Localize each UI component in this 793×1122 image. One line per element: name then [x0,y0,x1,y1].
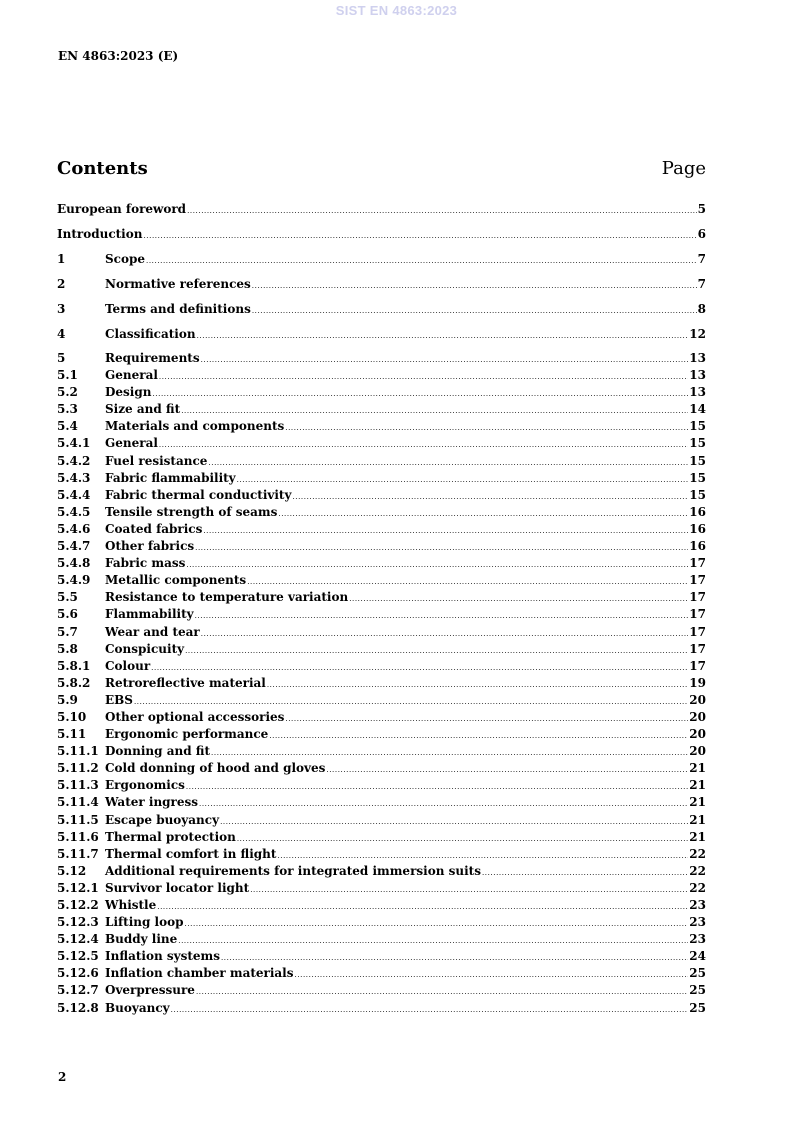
toc-entry-title: Scope [105,252,146,266]
toc-entry[interactable] [57,504,706,521]
toc-leader-dots [143,227,696,245]
toc-entry-number: 5.11.7 [57,846,99,861]
toc-entry[interactable] [57,225,706,250]
toc-entry[interactable] [57,777,706,794]
toc-entry-number: 5.10 [57,709,87,724]
toc-entry-page: 8 [697,302,706,316]
toc-entry[interactable] [57,982,706,999]
toc-entry-title: Water ingress [105,795,199,810]
page-number: 2 [58,1070,67,1084]
toc-entry[interactable] [57,863,706,880]
toc-entry-page: 21 [689,778,706,793]
toc-entry-number: 5.8.1 [57,658,91,673]
toc-entry-page: 24 [689,949,706,964]
toc-entry-page: 22 [689,846,706,861]
toc-entry-title: Colour [105,658,151,673]
toc-entry-page: 17 [689,658,706,673]
toc-leader-dots [201,352,689,369]
toc-entry[interactable] [57,521,706,538]
toc-entry[interactable] [57,384,706,401]
toc-entry-title: Additional requirements for integrated immersion suits [105,863,481,878]
toc-entry-title: Fuel resistance [105,453,208,468]
toc-entry-number: 5.7 [57,624,78,639]
toc-entry[interactable] [57,606,706,623]
toc-entry[interactable] [57,418,706,435]
toc-leader-dots [171,1002,689,1019]
toc-leader-dots [203,523,688,540]
toc-entry-number: 5.4.6 [57,521,91,536]
toc-entry-page: 16 [689,504,706,519]
toc-leader-dots [349,591,688,608]
toc-entry-number: 5.4.2 [57,453,91,468]
toc-entry[interactable] [57,692,706,709]
toc-leader-dots [146,252,697,270]
toc-entry-page: 20 [689,709,706,724]
toc-entry-title: Design [105,385,152,400]
toc-entry-title: Tensile strength of seams [105,504,278,519]
toc-entry[interactable] [57,275,706,300]
page-column-label: Page [661,158,706,179]
toc-entry-page: 15 [689,487,706,502]
toc-entry-title: General [105,436,158,451]
toc-entry-number: 5.1 [57,368,78,383]
toc-entry-page: 23 [689,932,706,947]
toc-entry-title: Other fabrics [105,539,195,554]
toc-entry-number: 5.12.6 [57,966,99,981]
toc-leader-dots [295,967,689,984]
toc-entry-title: Resistance to temperature variation [105,590,349,605]
toc-leader-dots [237,472,689,489]
toc-entry-number: 5.12.2 [57,898,99,912]
toc-entry-page: 23 [689,915,706,930]
toc-entry-number: 5.11.6 [57,829,99,844]
toc-entry-title: Introduction [57,227,143,241]
toc-leader-dots [152,386,688,403]
toc-entry-title: European foreword [57,202,187,216]
toc-entry-number: 5.11.5 [57,812,99,827]
toc-entry-number: 5.4.7 [57,539,91,554]
contents-title: Contents [57,158,148,179]
toc-entry-title: Ergonomic performance [105,727,269,742]
toc-entry-number: 2 [57,277,66,291]
toc-entry-page: 25 [689,1000,706,1015]
toc-entry-number: 4 [57,327,66,341]
toc-entry-page: 13 [689,368,706,383]
toc-entry-page: 6 [697,227,706,241]
toc-entry[interactable] [57,572,706,589]
toc-leader-dots [186,779,688,796]
toc-entry[interactable] [57,300,706,325]
toc-entry-title: Retroreflective material [105,675,266,690]
toc-entry-page: 17 [689,556,706,571]
toc-entry-number: 5.4.3 [57,470,91,485]
table-of-contents [57,200,706,1017]
toc-entry-page: 13 [689,351,706,365]
toc-entry-page: 16 [689,539,706,554]
toc-entry-number: 5.8.2 [57,675,91,690]
toc-entry-page: 22 [689,880,706,895]
toc-leader-dots [178,933,688,950]
toc-entry[interactable] [57,794,706,811]
toc-leader-dots [278,506,688,523]
toc-entry-title: General [105,368,158,383]
toc-entry-title: Escape buoyancy [105,812,220,827]
toc-entry-page: 23 [689,898,706,912]
toc-entry[interactable] [57,624,706,641]
toc-entry-number: 5.9 [57,692,78,707]
toc-entry-page: 17 [689,641,706,656]
toc-entry-page: 15 [689,419,706,434]
toc-leader-dots [201,626,689,643]
toc-entry[interactable] [57,675,706,692]
toc-entry-page: 21 [689,761,706,776]
toc-entry-title: EBS [105,692,133,707]
toc-entry-number: 5.6 [57,607,78,622]
toc-entry[interactable] [57,880,706,897]
toc-entry-title: Normative references [105,277,251,291]
toc-entry[interactable] [57,401,706,418]
toc-entry-number: 5.12.5 [57,949,99,964]
toc-entry-page: 7 [697,252,706,266]
toc-entry-number: 5.12.8 [57,1000,99,1015]
toc-entry[interactable] [57,914,706,931]
toc-entry-number: 5.12.4 [57,932,99,947]
toc-entry-title: Inflation systems [105,949,220,964]
toc-entry-page: 14 [689,402,706,417]
toc-entry[interactable] [57,658,706,675]
toc-entry-number: 5.12 [57,863,87,878]
toc-entry-title: Fabric flammability [105,470,236,485]
toc-leader-dots [208,455,688,472]
toc-entry-title: Thermal comfort in flight [105,846,277,861]
toc-entry-number: 5.11 [57,727,87,742]
toc-entry[interactable] [57,965,706,982]
toc-entry-title: Classification [105,327,196,341]
toc-entry-page: 21 [689,795,706,810]
toc-entry[interactable] [57,555,706,572]
toc-entry-number: 5.11.4 [57,795,99,810]
toc-entry-title: Requirements [105,351,200,365]
toc-leader-dots [285,420,688,437]
toc-entry[interactable] [57,325,706,350]
toc-leader-dots [292,489,688,506]
contents-header [57,158,706,179]
toc-leader-dots [159,437,688,454]
toc-entry-page: 20 [689,744,706,759]
toc-entry-title: Buoyancy [105,1000,170,1015]
toc-leader-dots [482,865,688,882]
toc-entry-page: 20 [689,727,706,742]
toc-entry-page: 19 [689,675,706,690]
toc-leader-dots [237,831,688,848]
toc-entry[interactable] [57,760,706,777]
toc-entry-title: Fabric thermal conductivity [105,487,292,502]
toc-entry[interactable] [57,709,706,726]
toc-leader-dots [326,762,688,779]
toc-leader-dots [285,711,688,728]
toc-entry[interactable] [57,470,706,487]
toc-entry-number: 5.12.1 [57,880,99,895]
toc-entry-number: 5.4.9 [57,573,91,588]
toc-entry-page: 16 [689,521,706,536]
toc-entry-title: Overpressure [105,983,195,998]
toc-entry-number: 5.5 [57,590,78,605]
toc-entry-number: 5.4.4 [57,487,91,502]
toc-entry-page: 21 [689,829,706,844]
toc-leader-dots [185,916,689,933]
toc-entry[interactable] [57,743,706,760]
toc-entry-page: 17 [689,607,706,622]
toc-entry[interactable] [57,589,706,606]
toc-entry-page: 17 [689,624,706,639]
toc-entry-title: Donning and fit [105,744,211,759]
toc-leader-dots [157,899,688,916]
toc-entry-title: Cold donning of hood and gloves [105,761,326,776]
toc-entry-page: 22 [689,863,706,878]
toc-leader-dots [199,796,688,813]
toc-entry-title: Buddy line [105,932,178,947]
toc-entry-number: 5.4.5 [57,504,91,519]
toc-entry-page: 15 [689,470,706,485]
toc-entry-number: 5.4.8 [57,556,91,571]
toc-entry-number: 5.12.7 [57,983,99,998]
toc-entry-number: 5.11.3 [57,778,99,793]
toc-entry[interactable] [57,200,706,225]
toc-entry[interactable] [57,829,706,846]
toc-entry-title: Fabric mass [105,556,186,571]
toc-entry-title: Lifting loop [105,915,184,930]
toc-entry-page: 7 [697,277,706,291]
toc-entry-title: Ergonomics [105,778,185,793]
toc-entry-number: 5 [57,351,66,365]
toc-leader-dots [269,728,688,745]
toc-entry[interactable] [57,846,706,863]
toc-entry[interactable] [57,367,706,384]
toc-entry-title: Metallic components [105,573,247,588]
toc-entry-page: 17 [689,573,706,588]
toc-entry-number: 5.4.1 [57,436,91,451]
toc-entry[interactable] [57,812,706,829]
toc-entry-page: 15 [689,453,706,468]
toc-entry-number: 5.12.3 [57,915,99,930]
toc-leader-dots [267,677,688,694]
toc-entry-title: Thermal protection [105,829,236,844]
toc-entry-title: Terms and definitions [105,302,251,316]
toc-leader-dots [252,302,697,320]
watermark: SIST EN 4863:2023 [335,3,458,18]
toc-entry-title: Whistle [105,898,157,912]
toc-entry[interactable] [57,931,706,948]
toc-entry-title: Other optional accessories [105,709,285,724]
toc-entry-title: Coated fabrics [105,521,203,536]
toc-entry[interactable] [57,1000,706,1017]
toc-entry[interactable] [57,538,706,555]
toc-entry[interactable] [57,350,706,367]
toc-entry[interactable] [57,948,706,965]
toc-entry-number: 5.11.1 [57,744,99,759]
toc-entry-number: 3 [57,302,66,316]
toc-leader-dots [220,814,688,831]
toc-entry-number: 5.11.2 [57,761,99,776]
toc-entry-title: Wear and tear [105,624,200,639]
toc-entry[interactable] [57,897,706,914]
toc-leader-dots [186,557,688,574]
toc-entry-title: Conspicuity [105,641,185,656]
toc-entry-title: Survivor locator light [105,880,250,895]
document-id: EN 4863:2023 (E) [58,49,179,63]
toc-entry-number: 1 [57,252,66,266]
toc-entry-page: 5 [697,202,706,216]
toc-entry-page: 25 [689,966,706,981]
toc-leader-dots [187,202,697,220]
toc-leader-dots [250,882,688,899]
toc-leader-dots [252,277,697,295]
toc-entry-number: 5.4 [57,419,78,434]
toc-entry-number: 5.8 [57,641,78,656]
toc-entry[interactable] [57,487,706,504]
toc-entry[interactable] [57,435,706,452]
toc-leader-dots [195,608,689,625]
toc-entry[interactable] [57,641,706,658]
toc-entry-title: Inflation chamber materials [105,966,294,981]
toc-entry-page: 25 [689,983,706,998]
toc-entry-page: 12 [689,327,706,341]
toc-entry-number: 5.3 [57,402,78,417]
toc-entry-title: Size and fit [105,402,181,417]
toc-entry[interactable] [57,726,706,743]
toc-entry-page: 20 [689,692,706,707]
toc-entry-page: 17 [689,590,706,605]
toc-entry-page: 21 [689,812,706,827]
toc-entry-number: 5.2 [57,385,78,400]
toc-entry[interactable] [57,250,706,275]
toc-entry-title: Flammability [105,607,194,622]
toc-entry-title: Materials and components [105,419,285,434]
toc-leader-dots [195,540,688,557]
toc-entry-page: 15 [689,436,706,451]
toc-leader-dots [197,327,689,345]
toc-entry-page: 13 [689,385,706,400]
toc-entry[interactable] [57,453,706,470]
toc-leader-dots [196,984,688,1001]
toc-leader-dots [159,369,688,386]
toc-leader-dots [185,643,688,660]
